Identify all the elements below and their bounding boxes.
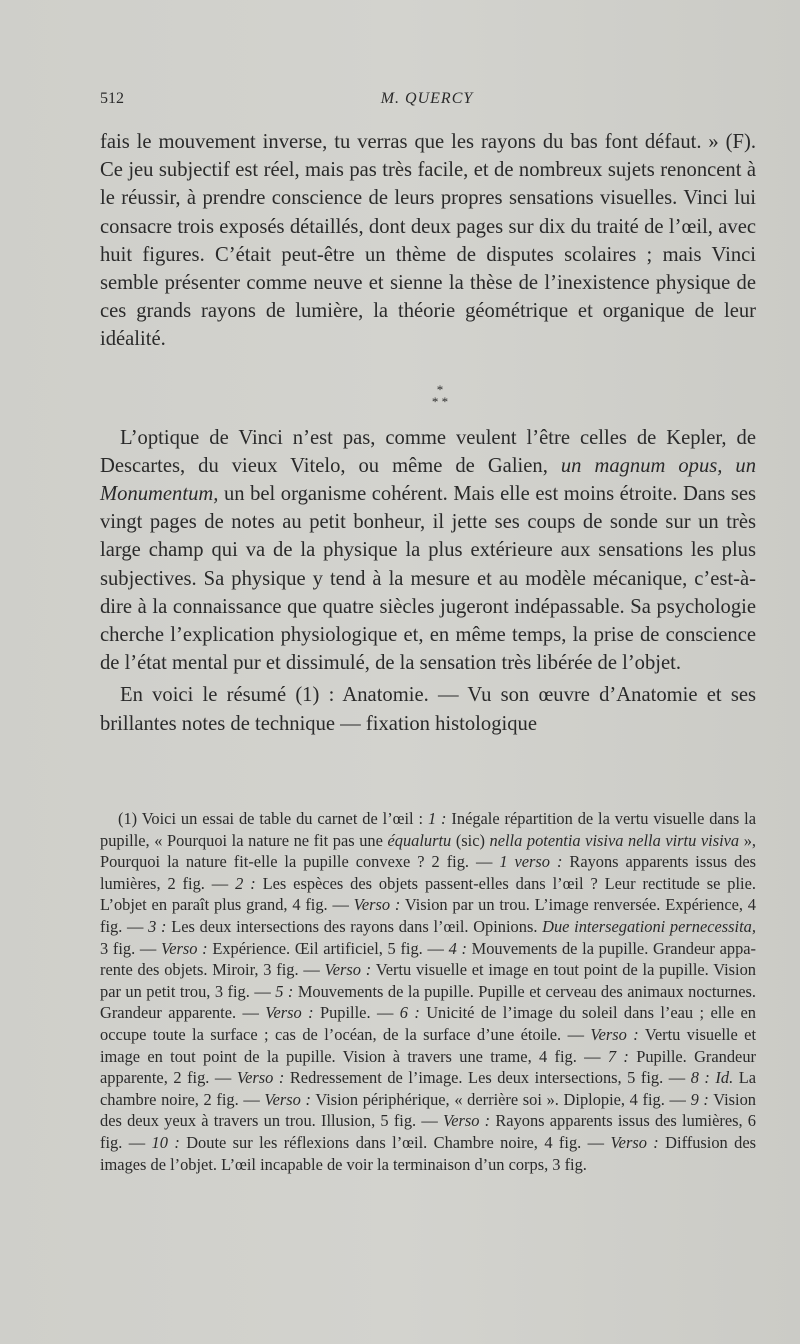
fn-italic: Verso : bbox=[161, 938, 208, 958]
fn-text: Rayons apparents issus des lumières, 6 fig. — bbox=[100, 1111, 756, 1152]
fn-italic: 10 : bbox=[151, 1132, 180, 1152]
fn-italic: Verso : bbox=[265, 1003, 314, 1023]
fn-italic: Verso : bbox=[443, 1111, 491, 1131]
fn-text: Mouvements de la pupille. Grandeur apparente des objets. Miroir, 3 fig. — bbox=[100, 938, 757, 980]
page-header bbox=[100, 90, 754, 114]
fn-italic: 3 : bbox=[148, 916, 167, 936]
fn-text: Les espèces des objets passent-elles dans l’œil ? Leur rectitude se plie. L’objet en paraît plus grand, 4 fig. — bbox=[100, 873, 756, 915]
fn-text: Doute sur les réflexions dans l’œil. Chambre noire, 4 fig. — bbox=[179, 1132, 611, 1152]
main-text bbox=[100, 128, 756, 738]
fn-text: (1) Voici un essai de table du carnet de l’œil : bbox=[118, 809, 428, 828]
fn-italic: 8 : Id. bbox=[690, 1068, 734, 1088]
fn-text: Redressement de l’image. Les deux intersections, 5 fig. — bbox=[284, 1068, 691, 1088]
fn-italic: Verso : bbox=[236, 1068, 285, 1088]
fn-italic: Verso : bbox=[324, 960, 372, 980]
fn-text: Pupille. — bbox=[313, 1003, 400, 1023]
paragraph-1: fais le mouvement inverse, tu verras que les rayons du bas font défaut. » (F). Ce jeu subjectif est réel, mais pas très facile, et de nombreux sujets renoncent à le réussir, à prendre conscience de leurs propres sensations visuelles. Vinci lui consacre trois exposés détaillés, dont deux pages sur dix du traité de l’œil, avec huit figures. C’était peut-être un thème de disputes scolaires ; mais Vinci semble présenter comme neuve et sienne la thèse de l’inexistence physique de ces grands rayons de lumière, la théorie géométrique et organique de leur idéalité. bbox=[100, 131, 756, 351]
fn-text: Expérience. Œil artificiel, 5 fig. — bbox=[207, 938, 449, 958]
page-number: 512 bbox=[100, 90, 124, 107]
fn-text: Vision par un trou. L’image renversée. Expérience, 4 fig. — bbox=[100, 895, 757, 936]
fn-italic: Verso : bbox=[353, 895, 401, 915]
fn-text: Mouvements de la pupille. Pupille et cerveau des animaux nocturnes. Grandeur apparente. — bbox=[100, 981, 756, 1023]
fn-italic: 5 : bbox=[275, 981, 294, 1001]
fn-text: Les deux intersections des rayons dans l’œil. Opinions. bbox=[166, 916, 543, 936]
fn-italic: équalurtu bbox=[387, 830, 452, 850]
footnote bbox=[100, 808, 756, 1175]
fn-italic: Verso : bbox=[264, 1089, 311, 1109]
paragraph-2 bbox=[100, 424, 756, 678]
running-head: M. QUERCY bbox=[380, 90, 474, 107]
section-separator bbox=[100, 381, 756, 409]
fn-text: Unicité de l’image du soleil dans l’eau ; elle en occupe toute la surface ; cas de l’océan, de la surface d’une étoile. — bbox=[100, 1003, 757, 1044]
paragraph-2-italic: un magnum opus, un Monumentum, bbox=[100, 454, 756, 506]
fn-text: », Pourquoi la nature fit-elle la pupille convexe ? 2 fig. — bbox=[100, 830, 756, 872]
fn-text: Rayons apparents issus des lumières, 2 fig. — bbox=[100, 852, 756, 893]
paragraph-2-text-b: un bel organisme cohérent. Mais elle est moins étroite. Dans ses vingt pages de notes au petit bonheur, il jette ses coups de sonde sur un très large champ qui va de la physique la plus extérieure aux sensations les plus subjectives. Sa physique y tend à la mesure et au modèle mécanique, c’est-à-dire à la connaissance que quatre siècles jugeront indépassable. Sa psychologie cherche l’explication physiologique et, en même temps, la prise de conscience de l’état mental pur et dissimulé, de la sensation très libérée de l’objet. bbox=[100, 483, 756, 675]
fn-italic: Due intersegationi pernecessita, bbox=[542, 916, 756, 936]
fn-text: Diffusion des images de l’objet. L’œil incapable de voir la terminaison d’un corps, 3 fig. bbox=[100, 1132, 756, 1174]
paragraph-2-text-a: L’optique de Vinci n’est pas, comme veulent l’être celles de Kepler, de Descartes, du vieux Vitelo, ou même de Galien, bbox=[100, 426, 756, 477]
fn-italic: 9 : bbox=[690, 1089, 709, 1109]
fn-italic: nella potentia visiva nella virtu visiva bbox=[489, 830, 740, 850]
fn-text: (sic) bbox=[451, 830, 490, 850]
fn-text: Inégale répartition de la vertu visuelle dans la pupille, « Pourquoi la nature ne fit pas une bbox=[100, 809, 757, 850]
fn-text: La chambre noire, 2 fig. — bbox=[100, 1068, 757, 1109]
fn-text: Pupille. Grandeur apparente, 2 fig. — bbox=[100, 1046, 756, 1088]
fn-text: 3 fig. — bbox=[100, 938, 162, 958]
footnote-1 bbox=[100, 808, 756, 1175]
separator-asterisk-top: * bbox=[436, 381, 444, 397]
paragraph-3: En voici le résumé (1) : Anatomie. — Vu son œuvre d’Anatomie et ses brillantes notes de technique — fixation histologique bbox=[100, 684, 756, 735]
fn-italic: 7 : bbox=[607, 1046, 629, 1066]
fn-text: Vision périphérique, « derrière soi ». Diplopie, 4 fig. — bbox=[310, 1089, 691, 1109]
fn-italic: 1 verso : bbox=[499, 852, 563, 872]
fn-text: Vision des deux yeux à travers un trou. Illusion, 5 fig. — bbox=[100, 1089, 756, 1131]
fn-italic: Verso : bbox=[610, 1132, 659, 1152]
fn-text: Vertu visuelle et image en tout point de la pupille. Vision à travers une trame, 4 fig. — bbox=[100, 1024, 756, 1066]
fn-italic: Verso : bbox=[590, 1024, 639, 1044]
fn-italic: 6 : bbox=[399, 1003, 420, 1023]
separator-asterisks-bottom: * * bbox=[431, 393, 449, 409]
fn-text: Vertu visuelle et image en tout point de la pupille. Vision par un petit trou, 3 fig. — bbox=[100, 960, 756, 1001]
fn-italic: 2 : bbox=[235, 873, 256, 893]
fn-italic: 4 : bbox=[448, 938, 467, 958]
fn-italic: 1 : bbox=[427, 809, 447, 828]
